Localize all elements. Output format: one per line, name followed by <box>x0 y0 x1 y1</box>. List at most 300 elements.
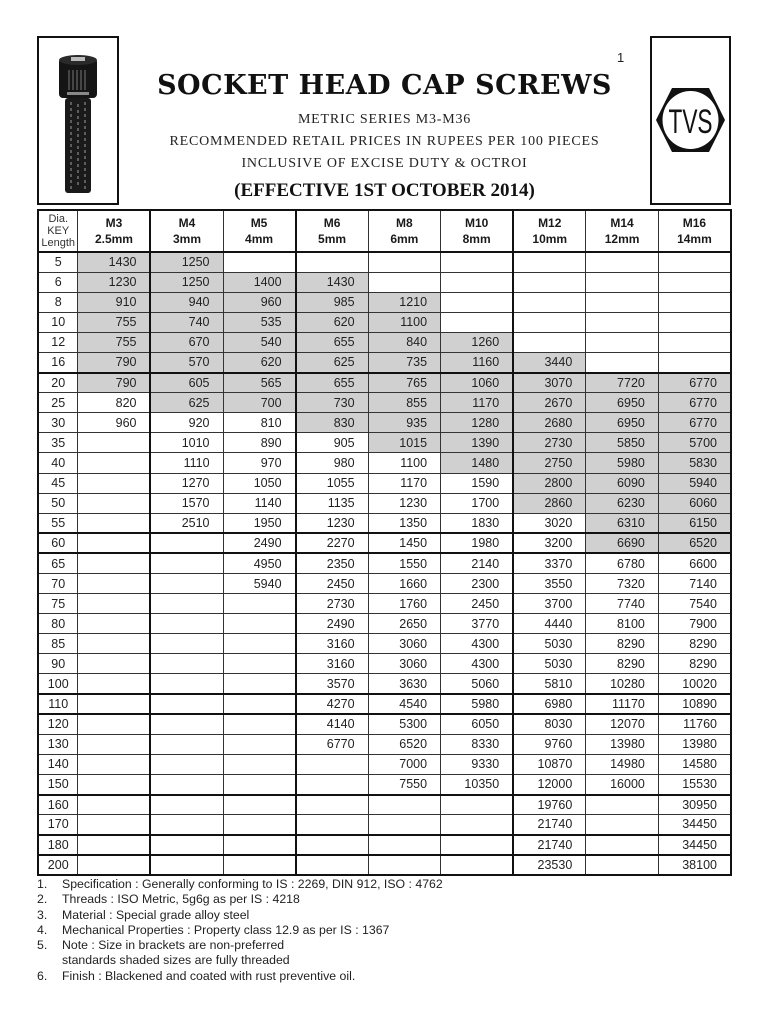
price-cell: 4950 <box>223 553 296 573</box>
price-cell: 1700 <box>441 493 514 513</box>
price-cell <box>78 835 151 855</box>
price-cell: 6520 <box>658 533 731 553</box>
price-cell <box>441 815 514 835</box>
price-cell <box>368 815 441 835</box>
price-cell <box>78 493 151 513</box>
price-cell: 1430 <box>296 272 369 292</box>
price-cell: 700 <box>223 393 296 413</box>
price-cell <box>150 815 223 835</box>
price-cell: 540 <box>223 332 296 352</box>
price-cell <box>150 674 223 694</box>
price-cell <box>296 835 369 855</box>
note-number: 6. <box>37 968 48 983</box>
table-row <box>38 614 731 634</box>
price-cell: 620 <box>223 352 296 372</box>
price-cell <box>150 634 223 654</box>
table-row <box>38 634 731 654</box>
table-row <box>38 393 731 413</box>
price-cell <box>150 594 223 614</box>
price-cell: 1100 <box>368 312 441 332</box>
tvs-hexagon-logo-icon <box>652 38 729 203</box>
table-row <box>38 654 731 674</box>
price-cell: 1760 <box>368 594 441 614</box>
price-cell <box>78 815 151 835</box>
table-row <box>38 493 731 513</box>
price-cell <box>150 533 223 553</box>
price-cell <box>223 815 296 835</box>
price-cell <box>441 835 514 855</box>
column-key: 14mm <box>677 232 712 246</box>
column-header-m6 <box>296 210 369 252</box>
price-cell: 5980 <box>586 453 659 473</box>
price-cell <box>513 312 586 332</box>
price-cell <box>78 473 151 493</box>
price-cell <box>150 734 223 754</box>
price-cell: 1830 <box>441 513 514 533</box>
price-cell <box>658 292 731 312</box>
price-cell: 935 <box>368 413 441 433</box>
price-cell <box>368 252 441 272</box>
price-cell: 8030 <box>513 714 586 734</box>
price-cell: 740 <box>150 312 223 332</box>
price-cell <box>223 754 296 774</box>
price-cell <box>78 795 151 815</box>
price-cell: 4270 <box>296 694 369 714</box>
column-header-m4 <box>150 210 223 252</box>
price-cell: 830 <box>296 413 369 433</box>
price-cell: 605 <box>150 373 223 393</box>
price-cell: 3060 <box>368 654 441 674</box>
price-cell: 890 <box>223 433 296 453</box>
price-cell: 2270 <box>296 533 369 553</box>
price-cell <box>441 272 514 292</box>
length-cell: 6 <box>38 272 78 292</box>
price-cell: 2450 <box>441 594 514 614</box>
column-size: M6 <box>323 216 341 230</box>
price-cell: 2680 <box>513 413 586 433</box>
length-cell: 12 <box>38 332 78 352</box>
table-row <box>38 855 731 875</box>
price-cell: 9330 <box>441 754 514 774</box>
price-cell <box>296 754 369 774</box>
price-cell: 8290 <box>658 654 731 674</box>
price-cell: 1250 <box>150 252 223 272</box>
column-size: M4 <box>178 216 196 230</box>
length-cell: 70 <box>38 574 78 594</box>
length-cell: 110 <box>38 694 78 714</box>
price-cell: 1430 <box>78 252 151 272</box>
note-item <box>37 892 443 907</box>
price-cell <box>78 754 151 774</box>
price-cell: 19760 <box>513 795 586 815</box>
column-header-m8 <box>368 210 441 252</box>
length-cell: 5 <box>38 252 78 272</box>
price-cell: 2670 <box>513 393 586 413</box>
price-cell: 960 <box>78 413 151 433</box>
price-cell <box>78 855 151 875</box>
column-key: 4mm <box>245 232 274 246</box>
price-cell: 5700 <box>658 433 731 453</box>
price-cell <box>223 654 296 674</box>
price-cell <box>296 815 369 835</box>
price-cell: 765 <box>368 373 441 393</box>
column-size: M14 <box>610 216 634 230</box>
price-cell: 6770 <box>296 734 369 754</box>
price-cell <box>586 815 659 835</box>
price-cell: 1570 <box>150 493 223 513</box>
length-cell: 100 <box>38 674 78 694</box>
note-text: Note : Size in brackets are non-preferred <box>62 938 285 953</box>
price-cell <box>586 795 659 815</box>
price-cell: 10280 <box>586 674 659 694</box>
price-cell <box>150 835 223 855</box>
price-cell <box>368 795 441 815</box>
table-row <box>38 252 731 272</box>
note-text: Finish : Blackened and coated with rust preventive oil. <box>62 968 356 983</box>
price-cell: 820 <box>78 393 151 413</box>
price-cell <box>78 714 151 734</box>
price-cell <box>586 292 659 312</box>
price-cell: 1210 <box>368 292 441 312</box>
price-cell: 10870 <box>513 754 586 774</box>
price-cell: 735 <box>368 352 441 372</box>
price-cell: 2800 <box>513 473 586 493</box>
price-cell <box>223 774 296 794</box>
price-cell: 5830 <box>658 453 731 473</box>
price-cell: 7540 <box>658 594 731 614</box>
price-cell <box>78 634 151 654</box>
table-row <box>38 473 731 493</box>
price-cell <box>78 533 151 553</box>
price-cell: 7000 <box>368 754 441 774</box>
length-cell: 130 <box>38 734 78 754</box>
price-cell: 1400 <box>223 272 296 292</box>
price-cell <box>223 714 296 734</box>
price-cell <box>441 292 514 312</box>
price-cell: 730 <box>296 393 369 413</box>
price-cell: 2650 <box>368 614 441 634</box>
price-cell: 3370 <box>513 553 586 573</box>
length-cell: 20 <box>38 373 78 393</box>
price-cell: 6310 <box>586 513 659 533</box>
price-cell: 1270 <box>150 473 223 493</box>
table-row <box>38 292 731 312</box>
price-cell: 1260 <box>441 332 514 352</box>
note-number: 3. <box>37 907 48 922</box>
price-cell <box>223 855 296 875</box>
price-cell <box>78 453 151 473</box>
price-cell <box>586 835 659 855</box>
document-title: SOCKET HEAD CAP SCREWS <box>157 70 612 101</box>
price-cell: 1980 <box>441 533 514 553</box>
column-key: 5mm <box>318 232 347 246</box>
price-cell: 1170 <box>441 393 514 413</box>
price-cell: 1480 <box>441 453 514 473</box>
price-cell: 905 <box>296 433 369 453</box>
table-row <box>38 272 731 292</box>
price-cell: 3160 <box>296 634 369 654</box>
length-cell: 170 <box>38 815 78 835</box>
column-header-m12 <box>513 210 586 252</box>
price-cell: 810 <box>223 413 296 433</box>
table-body <box>38 252 731 875</box>
price-cell: 655 <box>296 373 369 393</box>
price-cell: 2730 <box>513 433 586 453</box>
column-key: 3mm <box>172 232 201 246</box>
price-cell <box>296 795 369 815</box>
table-row <box>38 352 731 372</box>
note-item <box>37 908 443 923</box>
note-item <box>37 877 443 892</box>
price-cell <box>296 252 369 272</box>
price-cell: 6950 <box>586 413 659 433</box>
table-row <box>38 332 731 352</box>
price-cell: 2510 <box>150 513 223 533</box>
price-cell: 985 <box>296 292 369 312</box>
price-cell <box>223 594 296 614</box>
price-cell <box>150 714 223 734</box>
price-cell <box>223 252 296 272</box>
price-cell: 920 <box>150 413 223 433</box>
price-cell: 2350 <box>296 553 369 573</box>
column-key: 12mm <box>604 232 640 246</box>
price-cell <box>586 252 659 272</box>
price-cell <box>658 252 731 272</box>
price-cell: 21740 <box>513 815 586 835</box>
note-number: 5. <box>37 938 48 953</box>
price-cell: 1140 <box>223 493 296 513</box>
length-cell: 10 <box>38 312 78 332</box>
price-cell: 1660 <box>368 574 441 594</box>
price-cell: 3070 <box>513 373 586 393</box>
logo-text: TVS <box>668 103 713 141</box>
price-cell: 3630 <box>368 674 441 694</box>
price-cell <box>296 855 369 875</box>
price-cell: 7740 <box>586 594 659 614</box>
document-header <box>37 36 731 209</box>
price-cell: 970 <box>223 453 296 473</box>
price-cell: 6050 <box>441 714 514 734</box>
price-cell: 14980 <box>586 754 659 774</box>
price-cell <box>150 614 223 634</box>
price-cell <box>223 835 296 855</box>
subtitle-prices: RECOMMENDED RETAIL PRICES IN RUPEES PER 100 PIECES <box>169 134 600 149</box>
note-item <box>37 938 443 953</box>
price-cell: 6230 <box>586 493 659 513</box>
price-cell: 6090 <box>586 473 659 493</box>
price-cell: 15530 <box>658 774 731 794</box>
price-cell: 855 <box>368 393 441 413</box>
price-cell: 840 <box>368 332 441 352</box>
price-cell: 5940 <box>658 473 731 493</box>
note-number: 1. <box>37 877 48 891</box>
table-row <box>38 754 731 774</box>
corner-header-line: Length <box>41 237 76 249</box>
price-cell <box>78 553 151 573</box>
note-text: standards shaded sizes are fully threaded <box>62 953 290 968</box>
note-item <box>37 953 443 968</box>
table-row <box>38 513 731 533</box>
price-cell <box>223 734 296 754</box>
price-cell: 4300 <box>441 654 514 674</box>
price-cell: 3020 <box>513 513 586 533</box>
price-cell <box>586 312 659 332</box>
price-cell: 4300 <box>441 634 514 654</box>
price-cell <box>513 272 586 292</box>
price-cell <box>368 835 441 855</box>
price-cell: 8290 <box>586 634 659 654</box>
price-cell: 620 <box>296 312 369 332</box>
price-cell <box>78 694 151 714</box>
price-cell: 1350 <box>368 513 441 533</box>
price-cell: 3440 <box>513 352 586 372</box>
column-header-m14 <box>586 210 659 252</box>
price-cell <box>78 513 151 533</box>
price-cell: 12070 <box>586 714 659 734</box>
table-row <box>38 594 731 614</box>
price-cell <box>513 332 586 352</box>
note-text: Specification : Generally conforming to IS : 2269, DIN 912, ISO : 4762 <box>62 877 443 891</box>
length-cell: 160 <box>38 795 78 815</box>
table-row <box>38 795 731 815</box>
price-cell <box>223 795 296 815</box>
header-dia-key-length <box>38 210 78 252</box>
column-key: 10mm <box>532 232 568 246</box>
note-item <box>37 969 443 984</box>
table-row <box>38 373 731 393</box>
price-cell: 5300 <box>368 714 441 734</box>
price-cell: 1010 <box>150 433 223 453</box>
price-cell <box>586 332 659 352</box>
price-cell: 7140 <box>658 574 731 594</box>
logo-box <box>650 36 731 205</box>
price-cell: 1550 <box>368 553 441 573</box>
price-cell: 6950 <box>586 393 659 413</box>
price-cell: 8100 <box>586 614 659 634</box>
price-cell: 12000 <box>513 774 586 794</box>
price-cell: 7900 <box>658 614 731 634</box>
price-cell: 5940 <box>223 574 296 594</box>
price-cell: 13980 <box>658 734 731 754</box>
note-text: Threads : ISO Metric, 5g6g as per IS : 4218 <box>62 892 300 907</box>
price-cell <box>150 754 223 774</box>
price-cell: 1230 <box>78 272 151 292</box>
note-item <box>37 923 443 938</box>
subtitle-duty: INCLUSIVE OF EXCISE DUTY & OCTROI <box>241 156 528 171</box>
effective-date: (EFFECTIVE 1ST OCTOBER 2014) <box>234 180 535 201</box>
column-header-m5 <box>223 210 296 252</box>
length-cell: 150 <box>38 774 78 794</box>
length-cell: 120 <box>38 714 78 734</box>
price-cell: 11170 <box>586 694 659 714</box>
price-cell: 6770 <box>658 413 731 433</box>
table-row <box>38 714 731 734</box>
price-cell: 5030 <box>513 634 586 654</box>
price-cell: 2490 <box>223 533 296 553</box>
table-row <box>38 674 731 694</box>
price-cell <box>658 352 731 372</box>
price-cell: 13980 <box>586 734 659 754</box>
price-cell: 1280 <box>441 413 514 433</box>
price-cell: 4440 <box>513 614 586 634</box>
price-cell: 1015 <box>368 433 441 453</box>
price-cell: 2490 <box>296 614 369 634</box>
price-cell: 7550 <box>368 774 441 794</box>
price-cell: 10350 <box>441 774 514 794</box>
socket-head-cap-screw-icon <box>39 38 117 203</box>
price-cell: 14580 <box>658 754 731 774</box>
table-row <box>38 574 731 594</box>
notes-list <box>37 877 443 984</box>
note-number: 2. <box>37 892 48 907</box>
price-cell <box>150 654 223 674</box>
price-cell <box>513 292 586 312</box>
price-cell: 1950 <box>223 513 296 533</box>
column-key: 8mm <box>462 232 491 246</box>
price-cell: 940 <box>150 292 223 312</box>
price-cell: 5030 <box>513 654 586 674</box>
price-cell <box>78 674 151 694</box>
subtitle-series: METRIC SERIES M3-M36 <box>297 112 472 127</box>
price-cell: 2730 <box>296 594 369 614</box>
length-cell: 85 <box>38 634 78 654</box>
price-cell: 655 <box>296 332 369 352</box>
length-cell: 75 <box>38 594 78 614</box>
price-cell: 6770 <box>658 373 731 393</box>
price-cell: 1055 <box>296 473 369 493</box>
price-cell: 570 <box>150 352 223 372</box>
price-cell: 10020 <box>658 674 731 694</box>
price-cell <box>150 574 223 594</box>
price-cell <box>658 272 731 292</box>
note-text: Mechanical Properties : Property class 12.9 as per IS : 1367 <box>62 922 390 937</box>
length-cell: 25 <box>38 393 78 413</box>
price-cell: 16000 <box>586 774 659 794</box>
price-cell <box>223 634 296 654</box>
price-cell: 2140 <box>441 553 514 573</box>
price-cell <box>78 734 151 754</box>
price-cell: 1250 <box>150 272 223 292</box>
price-cell: 5980 <box>441 694 514 714</box>
price-cell: 34450 <box>658 835 731 855</box>
price-cell: 3570 <box>296 674 369 694</box>
table-row <box>38 453 731 473</box>
price-cell: 2300 <box>441 574 514 594</box>
price-cell: 10890 <box>658 694 731 714</box>
price-cell: 6520 <box>368 734 441 754</box>
length-cell: 16 <box>38 352 78 372</box>
price-cell: 1390 <box>441 433 514 453</box>
length-cell: 60 <box>38 533 78 553</box>
table-row <box>38 413 731 433</box>
table-row <box>38 533 731 553</box>
table-row <box>38 433 731 453</box>
price-cell <box>150 694 223 714</box>
price-cell <box>223 694 296 714</box>
price-cell: 2450 <box>296 574 369 594</box>
length-cell: 50 <box>38 493 78 513</box>
price-cell: 1110 <box>150 453 223 473</box>
price-cell: 8330 <box>441 734 514 754</box>
length-cell: 80 <box>38 614 78 634</box>
price-cell: 625 <box>150 393 223 413</box>
corner-header-line: KEY <box>47 225 70 237</box>
price-cell: 1230 <box>368 493 441 513</box>
price-cell: 790 <box>78 373 151 393</box>
price-cell: 3060 <box>368 634 441 654</box>
column-size: M3 <box>105 216 123 230</box>
price-cell: 5060 <box>441 674 514 694</box>
